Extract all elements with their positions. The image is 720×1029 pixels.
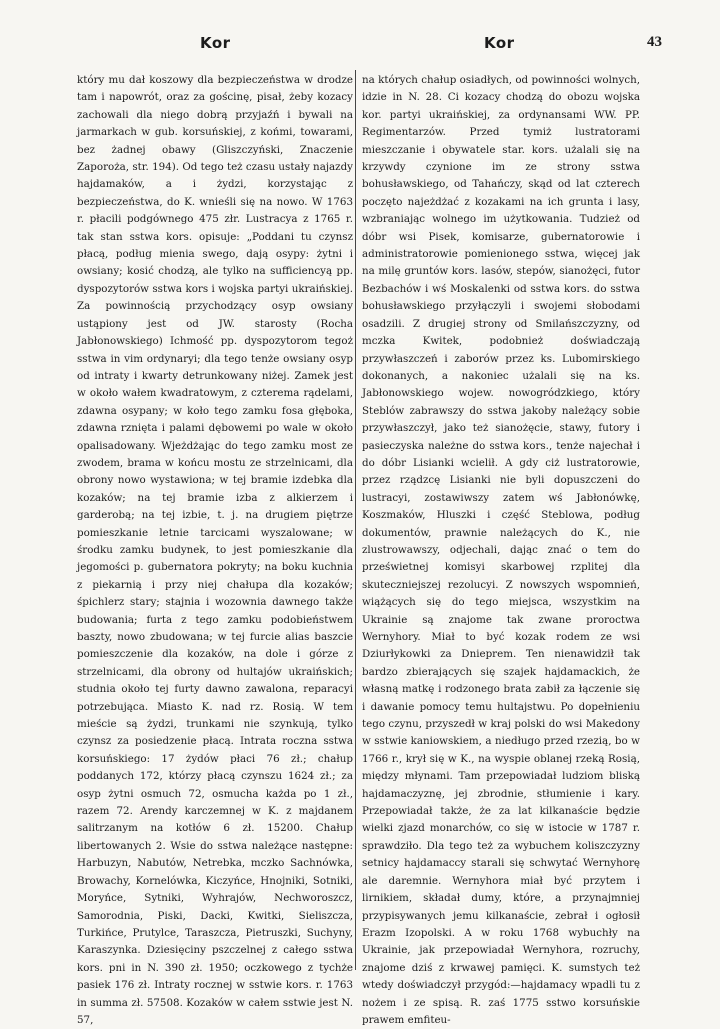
page-number: 43	[647, 34, 662, 50]
column-divider	[355, 70, 356, 970]
running-header	[0, 34, 720, 56]
left-column	[77, 72, 353, 1026]
header-right-title: Kor	[484, 34, 515, 52]
right-column-text: na których chałup osiadłych, od powinności wolnych, idzie in N. 28. Ci kozacy chodzą do obozu wojska kor. partyi ukraińskiej, za ordynansami WW. PP. Regimentarzów. Przed tymiż lustratorami mieszczanie i obywatele star. kors. użalali się na krzywdy czynione im ze strony sstwa bohusławskiego, od Tahańczy, skąd od lat czterech poczęto najeżdżać z kozakami na ich grunta i lasy, wzbraniając wolnego im użytkowania. Tudzież od dóbr wsi Pisek, komisarze, gubernatorowie i administratorowie pomienionego sstwa, więcej jak na milę gruntów kors. lasów, stepów, sianożęci, futor Bezbachów i wś Moskalenki od sstwa kors. do sstwa bohusławskiego przyłączyli i swojemi słobodami osadzili. Z drugiej strony od Smilańszczyzny, od mczka Kwitek, podobnież doświadczają przywłaszczeń i zaborów przez ks. Lubomirskiego dokonanych, a nakoniec użalali się na ks. Jabłonowskiego wojew. nowogródzkiego, który Steblów zabrawszy do sstwa jakoby należący sobie przywłaszczył, jako też sianożęcie, stawy, futory i pasieczyska należne do sstwa kors., tenże najechał i do dóbr Lisianki wcielił. A gdy ciż lustratorowie, przez rządzcę Lisianki nie byli dopuszczeni do lustracyi, zostawiwszy zatem wś Jabłonówkę, Koszmaków, Hluszki i część Steblowa, podług dokumentów, prawnie należących do K., nie zlustrowawszy, odjechali, dając znać o tem do prześwietnej komisyi skarbowej rzplitej dla skuteczniejszej rezolucyi. Z nowszych wspomnień, wiążących się do tego miejsca, wszystkim na Ukrainie są znajome tak zwane proroctwa Wernyhory. Miał to być kozak rodem ze wsi Dziurłykowki za Dnieprem. Ten nienawidził tak bardzo zbierających się szajek hajdamackich, że własną matkę i rodzonego brata zabił za łączenie się i dawanie pomocy temu hultajstwu. Po dopełnieniu tego czynu, przyszedł w kraj polski do wsi Makedony w sstwie kaniowskiem, a niedługo przed rzezią, bo w 1766 r., krył się w K., na wyspie oblanej rzeką Rosią, między młynami. Tam przepowiadał ludziom bliską hajdamaczyznę, jej zbrodnie, stłumienie i kary. Przepowiadał także, że za lat kilkanaście będzie wielki zjazd monarchów, co się w istocie w 1787 r. sprawdziło. Dla tego też za wybuchem koliszczyzny setnicy hajdamaccy starali się schwytać Wernyhorę ale daremnie. Wernyhora miał być przytem i lirnikiem, składał dumy, które, a przynajmniej przypisywanych jemu kilkanaście, zebrał i ogłosił Erazm Izopolski. A w roku 1768 wybuchły na Ukrainie, jak przepowiadał Wernyhora, rozruchy, znajome dziś z krwawej pamięci. K. sumstych też wtedy doświadczył przygód:—hajdamacy wpadli tu z nożem i ze spisą. R. zaś 1775 sstwo korsuńskie prawem emfiteu-	[362, 74, 640, 1026]
header-left-title: Kor	[200, 34, 231, 52]
left-column-text: który mu dał koszowy dla bezpieczeństwa w drodze tam i napowrót, oraz za gościnę, pisał, żeby kozacy zachowali dla niego dobrą przyjaźń i bywali na jarmarkach w gub. korsuńskiej, z końmi, towarami, bez żadnej obawy (Gliszczyński, Znaczenie Zaporoża, str. 194). Od tego też czasu ustały najazdy hajdamaków, a i żydzi, korzystając z bezpieczeństwa, do K. wnieśli się na nowo. W 1763 r. płacili podgównego 475 złr. Lustracya z 1765 r. tak stan sstwa kors. opisuje: „Poddani tu czynsz płacą, podług mienia swego, dają osypy: żytni i owsiany; kosić chodzą, ale tylko na sufficiencyą pp. dyspozytorów sstwa kors i wojska partyi ukraińskiej. Za powinnością przychodzący osyp owsiany ustąpiony jest od JW. starosty (Rocha Jabłonowskiego) Ichmość pp. dyspozytorom tegoż sstwa in vim ordynaryi; dla tego tenże owsiany osyp od intraty i kwarty detrunkowany niżej. Zamek jest w około wałem kwadratowym, z czterema rądelami, zdawna osypany; w koło tego zamku fosa głęboka, zdawna rznięta i palami dębowemi po wale w około opalisadowany. Wjeżdżając do tego zamku most ze zwodem, brama w końcu mostu ze strzelnicami, dla obrony nowo wystawiona; w tej bramie izdebka dla kozaków; na tej bramie izba z alkierzem i garderobą; na tej izbie, t. j. na drugiem piętrze pomieszkanie letnie tarcicami wyszalowane; w środku zamku budynek, to jest pomieszkanie dla jegomości p. gubernatora pokryty; na boku kuchnia z piekarnią i przy niej chałupa dla kozaków; śpichlerz stary; stajnia i wozownia dawnego także budowania; furta z tego zamku podobieństwem baszty, nowo zbudowana; w tej furcie alias baszcie pomieszczenie dla kozaków, na dole i górze z strzelnicami, dla obrony od hultajów ukraińskich; studnia około tej furty dawno zawalona, reparacyi potrzebująca. Miasto K. nad rz. Rosią. W tem mieście są żydzi, trunkami nie szynkują, tylko czynsz za posiedzenie płacą. Intrata roczna sstwa korsuńskiego: 17 żydów płaci 76 zł.; chałup poddanych 172, którzy płacą czynszu 1624 zł.; za osyp żytni osmuch 72, osmucha każda po 1 zł., razem 72. Arendy karczemnej w K. z majdanem salitrzanym na kotłów 6 zł. 15200. Chałup libertowanych 2. Wsie do sstwa należące następne: Harbuzyn, Nabutów, Netrebka, mczko Sachnówka, Browachy, Kornelówka, Kiczyńce, Hnojniki, Sotniki, Moryńce, Sytniki, Wyhrajów, Nechworoszcz, Samorodnia, Piski, Dacki, Kwitki, Sieliszcza, Turkińce, Prutylce, Taraszcza, Pietruszki, Suchyny, Karaszynka. Dziesięciny pszczelnej z całego sstwa kors. pni in N. 390 zł. 1950; oczkowego z tychże pasiek 176 zł. Intraty rocznej w sstwie kors. r. 1763 in summa zł. 57508. Kozaków w całem sstwie jest N. 57,	[77, 74, 353, 1026]
right-column	[362, 72, 640, 1026]
